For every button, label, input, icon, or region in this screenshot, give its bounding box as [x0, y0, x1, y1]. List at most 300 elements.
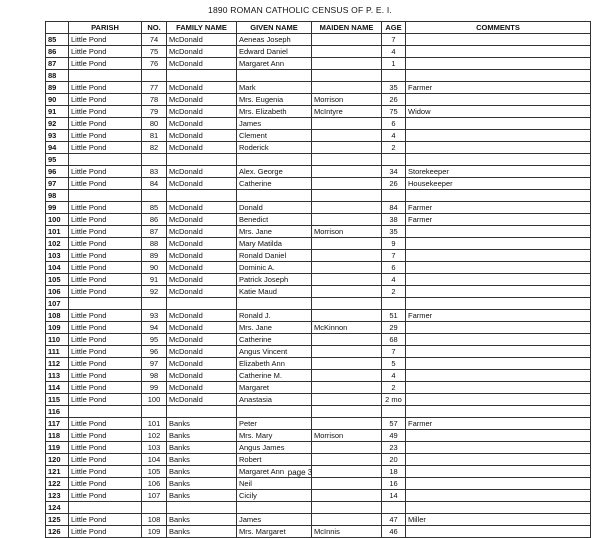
header-maiden-name: MAIDEN NAME [312, 22, 382, 34]
maiden-name-cell [312, 514, 382, 526]
family-name-cell [167, 502, 237, 514]
number-cell: 103 [142, 442, 167, 454]
parish-cell: Little Pond [69, 334, 142, 346]
family-name-cell: McDonald [167, 334, 237, 346]
family-name-cell [167, 406, 237, 418]
parish-cell: Little Pond [69, 346, 142, 358]
row-number-cell: 123 [46, 490, 69, 502]
comments-cell [406, 442, 591, 454]
age-cell: 26 [382, 178, 406, 190]
maiden-name-cell [312, 310, 382, 322]
given-name-cell: Dominic A. [237, 262, 312, 274]
comments-cell [406, 286, 591, 298]
number-cell: 102 [142, 430, 167, 442]
table-row [46, 46, 591, 58]
family-name-cell [167, 154, 237, 166]
comments-cell [406, 394, 591, 406]
given-name-cell: Mark [237, 82, 312, 94]
table-row [46, 430, 591, 442]
header-comments: COMMENTS [406, 22, 591, 34]
parish-cell: Little Pond [69, 490, 142, 502]
number-cell: 89 [142, 250, 167, 262]
maiden-name-cell [312, 298, 382, 310]
given-name-cell: Mrs. Jane [237, 226, 312, 238]
family-name-cell: Banks [167, 514, 237, 526]
comments-cell [406, 406, 591, 418]
row-number-cell: 100 [46, 214, 69, 226]
maiden-name-cell [312, 202, 382, 214]
table-row [46, 394, 591, 406]
number-cell: 101 [142, 418, 167, 430]
parish-cell: Little Pond [69, 418, 142, 430]
table-row [46, 406, 591, 418]
age-cell: 2 [382, 142, 406, 154]
family-name-cell: McDonald [167, 286, 237, 298]
given-name-cell: Neil [237, 478, 312, 490]
number-cell: 80 [142, 118, 167, 130]
comments-cell [406, 118, 591, 130]
age-cell [382, 298, 406, 310]
row-number-cell: 90 [46, 94, 69, 106]
maiden-name-cell [312, 70, 382, 82]
parish-cell: Little Pond [69, 166, 142, 178]
number-cell [142, 70, 167, 82]
maiden-name-cell [312, 454, 382, 466]
comments-cell [406, 250, 591, 262]
family-name-cell: McDonald [167, 34, 237, 46]
parish-cell: Little Pond [69, 250, 142, 262]
number-cell: 75 [142, 46, 167, 58]
row-number-cell: 95 [46, 154, 69, 166]
number-cell: 84 [142, 178, 167, 190]
maiden-name-cell [312, 286, 382, 298]
table-row [46, 94, 591, 106]
maiden-name-cell [312, 418, 382, 430]
family-name-cell: McDonald [167, 202, 237, 214]
parish-cell [69, 298, 142, 310]
row-number-cell: 115 [46, 394, 69, 406]
family-name-cell [167, 190, 237, 202]
table-row [46, 298, 591, 310]
given-name-cell: Benedict [237, 214, 312, 226]
parish-cell: Little Pond [69, 94, 142, 106]
comments-cell: Farmer [406, 310, 591, 322]
comments-cell [406, 334, 591, 346]
row-number-cell: 126 [46, 526, 69, 538]
parish-cell: Little Pond [69, 214, 142, 226]
maiden-name-cell: Morrison [312, 430, 382, 442]
comments-cell [406, 262, 591, 274]
maiden-name-cell [312, 502, 382, 514]
comments-cell [406, 46, 591, 58]
number-cell: 107 [142, 490, 167, 502]
family-name-cell: McDonald [167, 166, 237, 178]
maiden-name-cell: Morrison [312, 94, 382, 106]
comments-cell [406, 370, 591, 382]
given-name-cell: Catherine [237, 178, 312, 190]
table-row [46, 214, 591, 226]
parish-cell: Little Pond [69, 478, 142, 490]
row-number-cell: 92 [46, 118, 69, 130]
comments-cell [406, 70, 591, 82]
row-number-cell: 93 [46, 130, 69, 142]
family-name-cell: McDonald [167, 382, 237, 394]
table-row [46, 502, 591, 514]
parish-cell: Little Pond [69, 238, 142, 250]
row-number-cell: 118 [46, 430, 69, 442]
row-number-cell: 85 [46, 34, 69, 46]
row-number-cell: 94 [46, 142, 69, 154]
row-number-cell: 117 [46, 418, 69, 430]
age-cell: 4 [382, 370, 406, 382]
table-row [46, 370, 591, 382]
table-row [46, 142, 591, 154]
age-cell [382, 406, 406, 418]
row-number-cell: 101 [46, 226, 69, 238]
number-cell: 97 [142, 358, 167, 370]
age-cell: 49 [382, 430, 406, 442]
row-number-cell: 87 [46, 58, 69, 70]
parish-cell: Little Pond [69, 442, 142, 454]
parish-cell: Little Pond [69, 370, 142, 382]
number-cell: 82 [142, 142, 167, 154]
number-cell [142, 190, 167, 202]
comments-cell [406, 94, 591, 106]
family-name-cell: McDonald [167, 262, 237, 274]
maiden-name-cell [312, 214, 382, 226]
given-name-cell: James [237, 514, 312, 526]
given-name-cell: Mrs. Margaret [237, 526, 312, 538]
age-cell: 16 [382, 478, 406, 490]
parish-cell: Little Pond [69, 106, 142, 118]
parish-cell: Little Pond [69, 526, 142, 538]
table-row [46, 334, 591, 346]
number-cell: 88 [142, 238, 167, 250]
table-row [46, 514, 591, 526]
given-name-cell: Edward Daniel [237, 46, 312, 58]
row-number-cell: 110 [46, 334, 69, 346]
parish-cell [69, 502, 142, 514]
given-name-cell: Ronald Daniel [237, 250, 312, 262]
comments-cell [406, 142, 591, 154]
age-cell: 35 [382, 82, 406, 94]
table-row [46, 82, 591, 94]
number-cell: 79 [142, 106, 167, 118]
given-name-cell: Mrs. Eugenia [237, 94, 312, 106]
header-given-name: GIVEN NAME [237, 22, 312, 34]
age-cell: 84 [382, 202, 406, 214]
maiden-name-cell [312, 166, 382, 178]
parish-cell: Little Pond [69, 178, 142, 190]
family-name-cell: McDonald [167, 274, 237, 286]
table-row [46, 310, 591, 322]
row-number-cell: 102 [46, 238, 69, 250]
number-cell: 96 [142, 346, 167, 358]
age-cell: 35 [382, 226, 406, 238]
comments-cell [406, 430, 591, 442]
number-cell: 98 [142, 370, 167, 382]
number-cell: 93 [142, 310, 167, 322]
given-name-cell [237, 406, 312, 418]
table-row [46, 418, 591, 430]
table-row [46, 190, 591, 202]
comments-cell [406, 454, 591, 466]
family-name-cell: McDonald [167, 322, 237, 334]
header-row [46, 22, 591, 34]
row-number-cell: 96 [46, 166, 69, 178]
row-number-cell: 116 [46, 406, 69, 418]
comments-cell [406, 274, 591, 286]
maiden-name-cell [312, 370, 382, 382]
number-cell: 87 [142, 226, 167, 238]
header-row-number [46, 22, 69, 34]
parish-cell [69, 70, 142, 82]
parish-cell [69, 154, 142, 166]
comments-cell: Storekeeper [406, 166, 591, 178]
table-row [46, 238, 591, 250]
age-cell: 18 [382, 466, 406, 478]
given-name-cell: Mrs. Elizabeth [237, 106, 312, 118]
row-number-cell: 112 [46, 358, 69, 370]
table-row [46, 322, 591, 334]
age-cell: 23 [382, 442, 406, 454]
maiden-name-cell [312, 490, 382, 502]
row-number-cell: 104 [46, 262, 69, 274]
number-cell: 92 [142, 286, 167, 298]
family-name-cell: McDonald [167, 310, 237, 322]
given-name-cell [237, 154, 312, 166]
maiden-name-cell: Morrison [312, 226, 382, 238]
family-name-cell [167, 70, 237, 82]
comments-cell [406, 346, 591, 358]
given-name-cell: Clement [237, 130, 312, 142]
table-row [46, 154, 591, 166]
row-number-cell: 89 [46, 82, 69, 94]
age-cell: 51 [382, 310, 406, 322]
age-cell: 9 [382, 238, 406, 250]
row-number-cell: 103 [46, 250, 69, 262]
family-name-cell: McDonald [167, 58, 237, 70]
parish-cell: Little Pond [69, 454, 142, 466]
age-cell: 2 [382, 286, 406, 298]
given-name-cell: James [237, 118, 312, 130]
comments-cell [406, 34, 591, 46]
maiden-name-cell: McKinnon [312, 322, 382, 334]
row-number-cell: 120 [46, 454, 69, 466]
table-row [46, 382, 591, 394]
given-name-cell: Mrs. Mary [237, 430, 312, 442]
maiden-name-cell [312, 82, 382, 94]
row-number-cell: 122 [46, 478, 69, 490]
age-cell [382, 154, 406, 166]
family-name-cell: McDonald [167, 226, 237, 238]
maiden-name-cell [312, 178, 382, 190]
table-row [46, 202, 591, 214]
number-cell: 90 [142, 262, 167, 274]
comments-cell [406, 322, 591, 334]
maiden-name-cell [312, 334, 382, 346]
number-cell: 100 [142, 394, 167, 406]
family-name-cell: Banks [167, 466, 237, 478]
table-row [46, 226, 591, 238]
row-number-cell: 106 [46, 286, 69, 298]
table-row [46, 130, 591, 142]
parish-cell: Little Pond [69, 226, 142, 238]
family-name-cell: McDonald [167, 118, 237, 130]
comments-cell: Widow [406, 106, 591, 118]
table-row [46, 118, 591, 130]
age-cell: 4 [382, 274, 406, 286]
row-number-cell: 119 [46, 442, 69, 454]
age-cell [382, 70, 406, 82]
table-row [46, 70, 591, 82]
table-row [46, 358, 591, 370]
given-name-cell: Katie Maud [237, 286, 312, 298]
table-row [46, 178, 591, 190]
parish-cell: Little Pond [69, 262, 142, 274]
document-title: 1890 ROMAN CATHOLIC CENSUS OF P. E. I. [208, 5, 392, 15]
comments-cell [406, 130, 591, 142]
given-name-cell [237, 190, 312, 202]
parish-cell [69, 406, 142, 418]
parish-cell: Little Pond [69, 46, 142, 58]
parish-cell: Little Pond [69, 358, 142, 370]
given-name-cell: Anastasia [237, 394, 312, 406]
header-parish: PARISH [69, 22, 142, 34]
table-row [46, 166, 591, 178]
number-cell: 104 [142, 454, 167, 466]
maiden-name-cell [312, 478, 382, 490]
given-name-cell: Mrs. Jane [237, 322, 312, 334]
given-name-cell: Angus Vincent [237, 346, 312, 358]
maiden-name-cell [312, 274, 382, 286]
given-name-cell: Margaret Ann [237, 58, 312, 70]
family-name-cell: Banks [167, 442, 237, 454]
row-number-cell: 105 [46, 274, 69, 286]
age-cell: 29 [382, 322, 406, 334]
age-cell [382, 502, 406, 514]
row-number-cell: 114 [46, 382, 69, 394]
given-name-cell: Robert [237, 454, 312, 466]
maiden-name-cell [312, 346, 382, 358]
row-number-cell: 108 [46, 310, 69, 322]
maiden-name-cell [312, 406, 382, 418]
table-row [46, 526, 591, 538]
age-cell: 38 [382, 214, 406, 226]
maiden-name-cell [312, 250, 382, 262]
comments-cell [406, 382, 591, 394]
age-cell: 6 [382, 262, 406, 274]
table-row [46, 250, 591, 262]
age-cell: 75 [382, 106, 406, 118]
parish-cell: Little Pond [69, 466, 142, 478]
comments-cell [406, 298, 591, 310]
parish-cell: Little Pond [69, 82, 142, 94]
maiden-name-cell [312, 358, 382, 370]
census-body [46, 34, 591, 538]
comments-cell [406, 58, 591, 70]
comments-cell: Miller [406, 514, 591, 526]
family-name-cell: McDonald [167, 358, 237, 370]
row-number-cell: 111 [46, 346, 69, 358]
table-row [46, 442, 591, 454]
maiden-name-cell [312, 58, 382, 70]
number-cell: 78 [142, 94, 167, 106]
row-number-cell: 98 [46, 190, 69, 202]
age-cell: 7 [382, 250, 406, 262]
number-cell: 108 [142, 514, 167, 526]
parish-cell: Little Pond [69, 430, 142, 442]
given-name-cell: Catherine [237, 334, 312, 346]
number-cell: 77 [142, 82, 167, 94]
family-name-cell: McDonald [167, 46, 237, 58]
comments-cell [406, 154, 591, 166]
table-row [46, 262, 591, 274]
header-age: AGE [382, 22, 406, 34]
maiden-name-cell [312, 118, 382, 130]
given-name-cell: Aeneas Joseph [237, 34, 312, 46]
maiden-name-cell [312, 238, 382, 250]
age-cell: 20 [382, 454, 406, 466]
parish-cell: Little Pond [69, 382, 142, 394]
parish-cell: Little Pond [69, 322, 142, 334]
age-cell: 4 [382, 46, 406, 58]
header-family-name: FAMILY NAME [167, 22, 237, 34]
family-name-cell: McDonald [167, 94, 237, 106]
given-name-cell: Patrick Joseph [237, 274, 312, 286]
given-name-cell: Elizabeth Ann [237, 358, 312, 370]
age-cell: 34 [382, 166, 406, 178]
parish-cell: Little Pond [69, 274, 142, 286]
family-name-cell: McDonald [167, 214, 237, 226]
row-number-cell: 121 [46, 466, 69, 478]
age-cell: 26 [382, 94, 406, 106]
number-cell: 76 [142, 58, 167, 70]
row-number-cell: 109 [46, 322, 69, 334]
age-cell: 1 [382, 58, 406, 70]
row-number-cell: 107 [46, 298, 69, 310]
age-cell: 57 [382, 418, 406, 430]
family-name-cell: Banks [167, 454, 237, 466]
table-row [46, 286, 591, 298]
number-cell [142, 154, 167, 166]
family-name-cell: Banks [167, 418, 237, 430]
row-number-cell: 99 [46, 202, 69, 214]
parish-cell [69, 190, 142, 202]
family-name-cell: Banks [167, 490, 237, 502]
age-cell: 4 [382, 130, 406, 142]
maiden-name-cell [312, 442, 382, 454]
family-name-cell: McDonald [167, 346, 237, 358]
comments-cell: Farmer [406, 82, 591, 94]
comments-cell: Farmer [406, 202, 591, 214]
maiden-name-cell [312, 142, 382, 154]
given-name-cell: Cicily [237, 490, 312, 502]
parish-cell: Little Pond [69, 202, 142, 214]
maiden-name-cell [312, 154, 382, 166]
number-cell: 106 [142, 478, 167, 490]
number-cell: 105 [142, 466, 167, 478]
maiden-name-cell [312, 394, 382, 406]
given-name-cell: Ronald J. [237, 310, 312, 322]
comments-cell [406, 502, 591, 514]
comments-cell [406, 490, 591, 502]
number-cell: 86 [142, 214, 167, 226]
parish-cell: Little Pond [69, 394, 142, 406]
page-number: page 3 [287, 468, 313, 477]
table-row [46, 34, 591, 46]
age-cell: 5 [382, 358, 406, 370]
